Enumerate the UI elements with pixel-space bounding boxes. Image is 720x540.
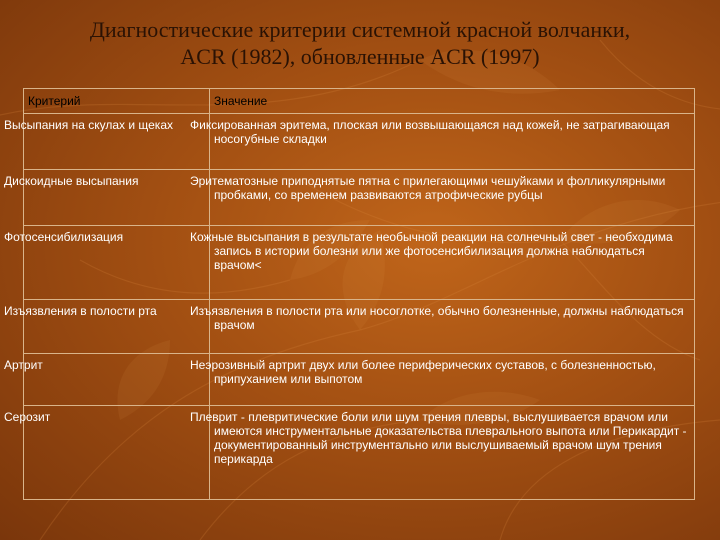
- value-cell: Кожные высыпания в результате необычной реакции на солнечный свет - необходима запись в истории болезни или же фотосенсибилизация должна наблюдаться врачом<: [210, 226, 695, 300]
- slide-title-line-2: ACR (1982), обновленные ACR (1997): [180, 44, 540, 69]
- table-header-row: [24, 89, 695, 114]
- criteria-table: [4, 88, 695, 500]
- criterion-cell: Высыпания на скулах и щеках: [24, 114, 210, 170]
- slide-title: [0, 16, 720, 70]
- value-cell: Изъязвления в полости рта или носоглотке, обычно болезненные, должны наблюдаться врачом: [210, 300, 695, 354]
- criterion-cell: Дискоидные высыпания: [24, 170, 210, 226]
- table-row: [24, 354, 695, 406]
- table-row: [24, 114, 695, 170]
- criterion-cell: Изъязвления в полости рта: [24, 300, 210, 354]
- table-row: [24, 300, 695, 354]
- value-cell: Фиксированная эритема, плоская или возвышающаяся над кожей, не затрагивающая носогубные складки: [210, 114, 695, 170]
- table-row: [24, 406, 695, 500]
- value-cell: Плеврит - плевритические боли или шум трения плевры, выслушивается врачом или имеются инструментальные доказательства плеврального выпота или Перикардит - документированный инструментально или выслушиваемый врачом шум трения перикарда: [210, 406, 695, 500]
- criterion-cell: Артрит: [24, 354, 210, 406]
- slide-title-line-1: Диагностические критерии системной красной волчанки,: [89, 17, 631, 42]
- table-row: [24, 170, 695, 226]
- table-row: [24, 226, 695, 300]
- criterion-cell: Серозит: [24, 406, 210, 500]
- header-criterion: Критерий: [24, 89, 210, 114]
- value-cell: Неэрозивный артрит двух или более периферических суставов, с болезненностью, припуханием или выпотом: [210, 354, 695, 406]
- header-value: Значение: [210, 89, 695, 114]
- value-cell: Эритематозные приподнятые пятна с прилегающими чешуйками и фолликулярными пробками, со временем развиваются атрофические рубцы: [210, 170, 695, 226]
- criterion-cell: Фотосенсибилизация: [24, 226, 210, 300]
